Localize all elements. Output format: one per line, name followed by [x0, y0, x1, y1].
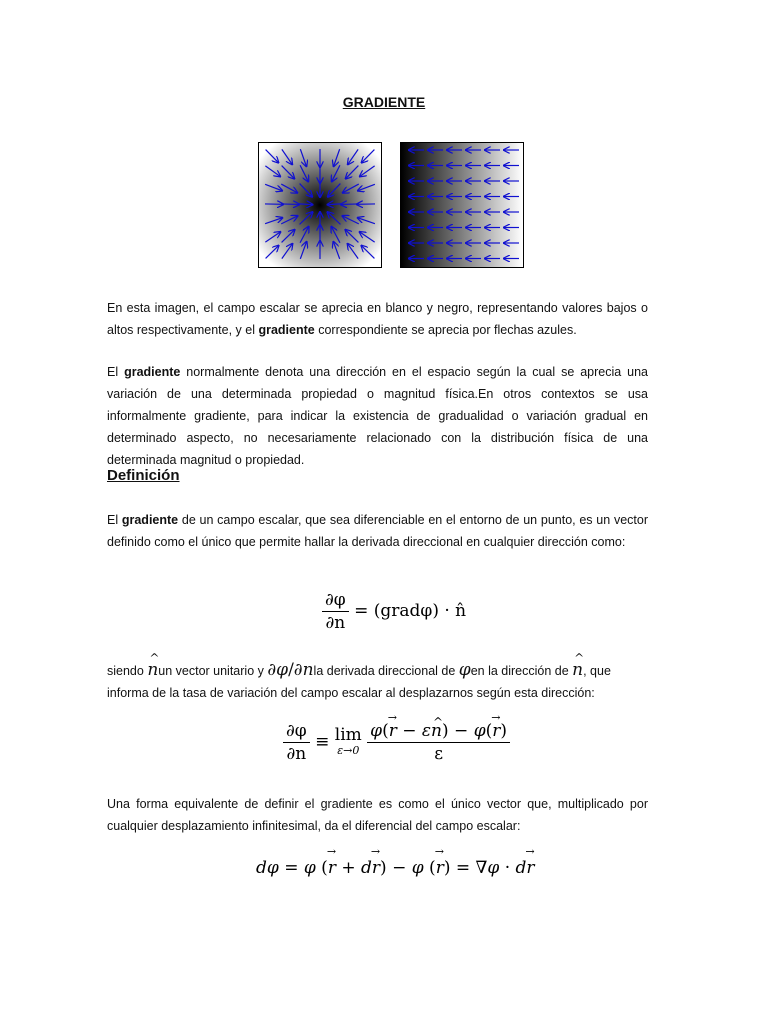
- field-arrow: [328, 204, 341, 205]
- equation-limit-definition: $\frac{\partial\varphi}{\partial n}$ ≡ lim ε→0 $\frac{\varphi(\to r - \varepsilon\^{} n) - \varphi(\to r)}{\varepsilon}$: [283, 720, 510, 765]
- radial-gradient-figure: [258, 142, 382, 268]
- linear-gradient-figure: [400, 142, 524, 268]
- paragraph-equivalent-definition: Una forma equivalente de definir el gradiente es como el único vector que, multiplicado por cualquier desplazamiento infinitesimal, da el diferencial del campo escalar:: [107, 797, 648, 833]
- paragraph-intro: En esta imagen, el campo escalar se aprecia en blanco y negro, representando valores bajos o altos respectivamente, y el gradiente correspondiente se aprecia por flechas azules.: [107, 301, 648, 337]
- paragraph-definition: El gradiente de un campo escalar, que sea diferenciable en el entorno de un punto, es un vector definido como el único que permite hallar la derivada direccional en cualquier dirección como:: [107, 513, 648, 549]
- paragraph-unit-vector-line2: informa de la tasa de variación del campo escalar al desplazarnos según esta dirección:: [107, 686, 595, 700]
- section-heading-definicion: Definición: [107, 467, 180, 484]
- paragraph-gradient-meaning: El gradiente normalmente denota una dirección en el espacio según la cual se aprecia una variación de una determinada propiedad o magnitud física.En otros contextos se usa informalmente gradiente, para indicar la existencia de gradualidad o variación gradual en determinado aspecto, no necesariamente relacionado con la distribución física de una determinada magnitud o propiedad.: [107, 365, 649, 467]
- field-arrow: [299, 204, 312, 205]
- paragraph-unit-vector: siendo ^ nun vector unitario y ∂φ/∂nla derivada direccional de φen la dirección de ^ n, que: [107, 660, 648, 680]
- page-title: GRADIENTE: [342, 94, 426, 110]
- equation-differential: dφ = φ (→ r + d→ r) − φ (→ r) = ∇φ · d→ r: [256, 858, 535, 878]
- equation-directional-derivative: $\frac{\partial\varphi}{\partial n}$ = (gradφ) · n̂: [322, 589, 466, 634]
